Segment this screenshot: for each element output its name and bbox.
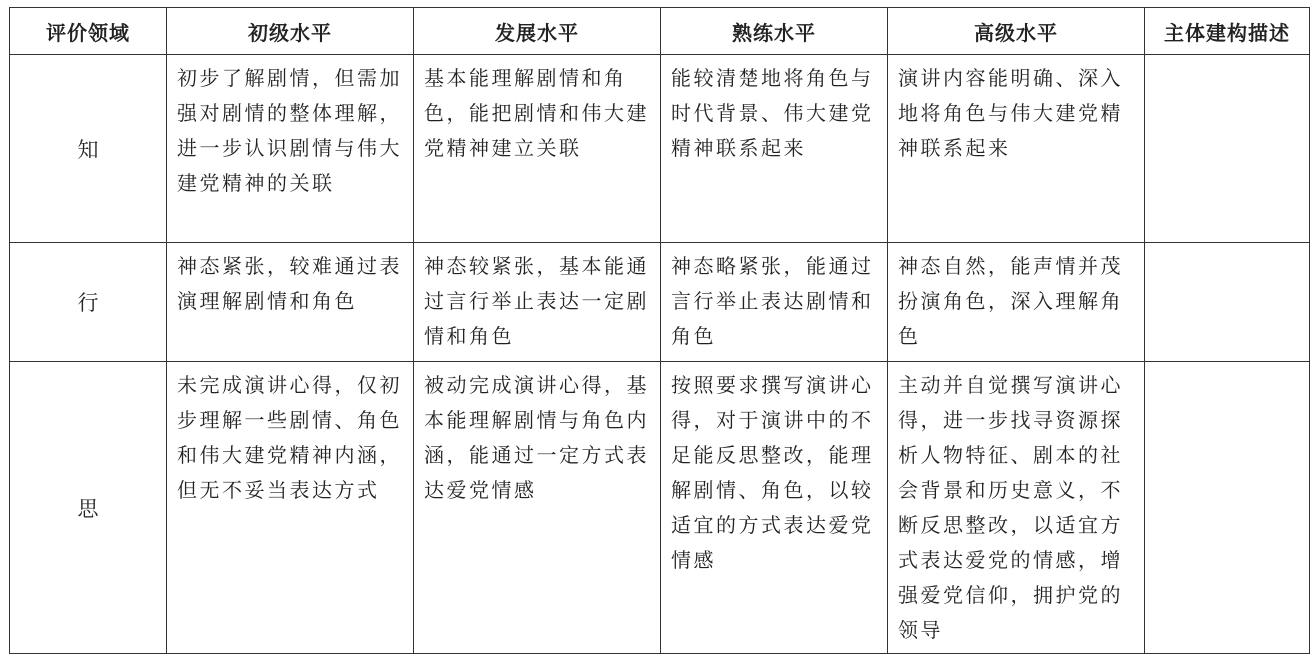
developing-cell: 神态较紧张，基本能通过言行举止表达一定剧情和角色 xyxy=(414,243,661,362)
proficient-cell: 按照要求撰写演讲心得，对于演讲中的不足能反思整改，能理解剧情、角色，以较适宜的方式表达爱党情感 xyxy=(661,362,888,654)
header-proficient-level: 熟练水平 xyxy=(661,8,888,55)
domain-label: 行 xyxy=(10,243,167,362)
header-beginner-level: 初级水平 xyxy=(167,8,414,55)
self-construction-cell xyxy=(1145,55,1310,243)
advanced-cell: 主动并自觉撰写演讲心得，进一步找寻资源探析人物特征、剧本的社会背景和历史意义，不断反思整改，以适宜方式表达爱党的情感，增强爱党信仰，拥护党的领导 xyxy=(888,362,1145,654)
developing-cell: 被动完成演讲心得，基本能理解剧情与角色内涵，能通过一定方式表达爱党情感 xyxy=(414,362,661,654)
header-row xyxy=(10,8,1310,55)
domain-label: 思 xyxy=(10,362,167,654)
header-self-construction-description: 主体建构描述 xyxy=(1145,8,1310,55)
proficient-cell: 能较清楚地将角色与时代背景、伟大建党精神联系起来 xyxy=(661,55,888,243)
table-row-knowledge xyxy=(10,55,1310,243)
advanced-cell: 神态自然，能声情并茂扮演角色，深入理解角色 xyxy=(888,243,1145,362)
developing-cell: 基本能理解剧情和角色，能把剧情和伟大建党精神建立关联 xyxy=(414,55,661,243)
header-developing-level: 发展水平 xyxy=(414,8,661,55)
beginner-cell: 未完成演讲心得，仅初步理解一些剧情、角色和伟大建党精神内涵，但无不妥当表达方式 xyxy=(167,362,414,654)
self-construction-cell xyxy=(1145,243,1310,362)
table-row-action xyxy=(10,243,1310,362)
header-evaluation-domain: 评价领域 xyxy=(10,8,167,55)
beginner-cell: 初步了解剧情，但需加强对剧情的整体理解，进一步认识剧情与伟大建党精神的关联 xyxy=(167,55,414,243)
advanced-cell: 演讲内容能明确、深入地将角色与伟大建党精神联系起来 xyxy=(888,55,1145,243)
self-construction-cell xyxy=(1145,362,1310,654)
proficient-cell: 神态略紧张，能通过言行举止表达剧情和角色 xyxy=(661,243,888,362)
domain-label: 知 xyxy=(10,55,167,243)
header-advanced-level: 高级水平 xyxy=(888,8,1145,55)
evaluation-rubric-table xyxy=(9,7,1310,654)
beginner-cell: 神态紧张，较难通过表演理解剧情和角色 xyxy=(167,243,414,362)
table-row-reflection xyxy=(10,362,1310,654)
